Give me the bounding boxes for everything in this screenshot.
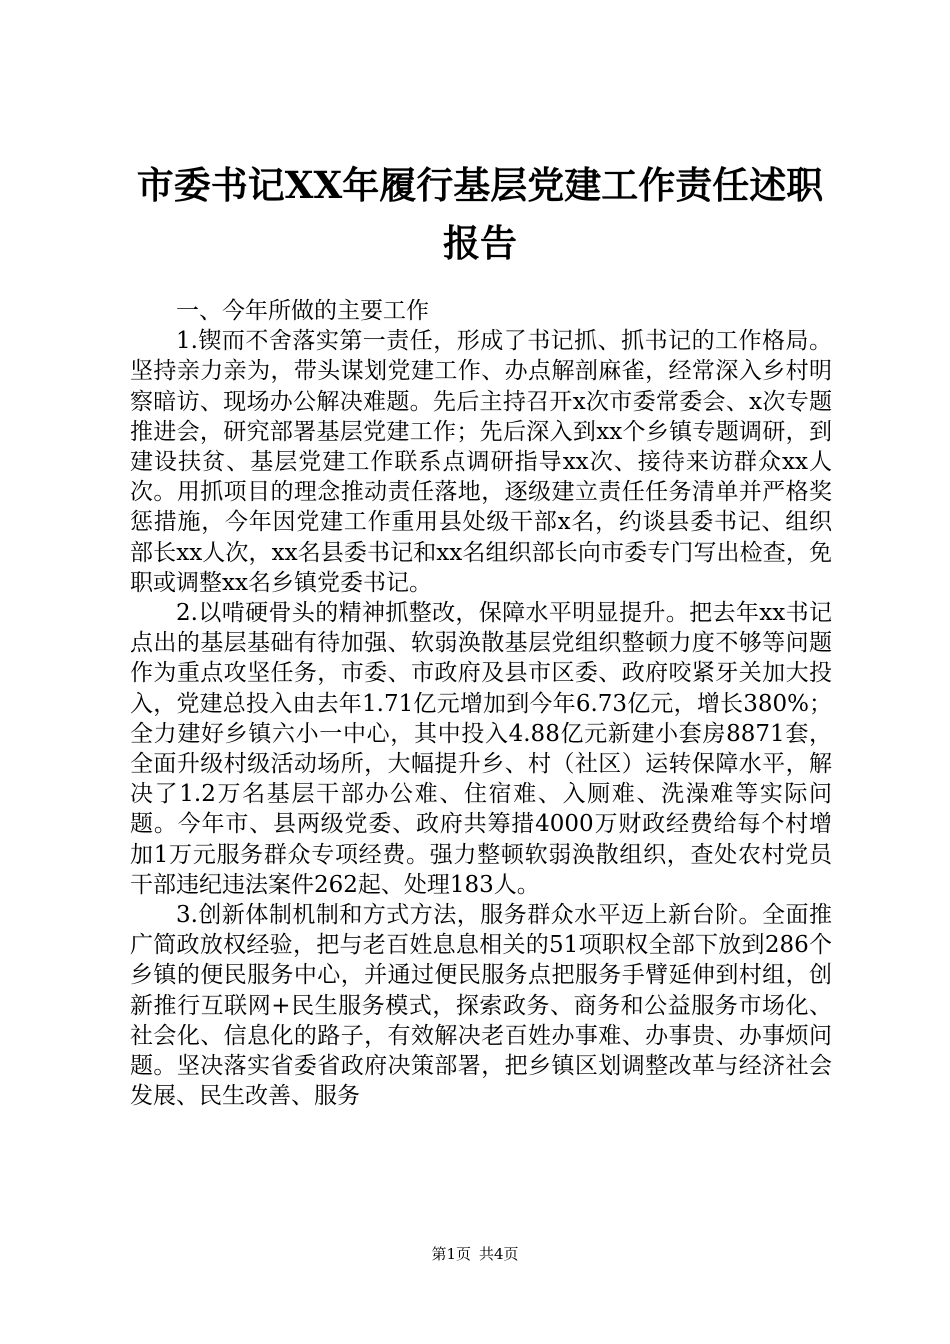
- page-total: 共4页: [479, 1245, 519, 1263]
- paragraph-2: 2.以啃硬骨头的精神抓整改，保障水平明显提升。把去年xx书记点出的基层基础有待加强、软弱涣散基层党组织整顿力度不够等问题作为重点攻坚任务，市委、市政府及县市区委、政府咬紧牙关加大投入，党建总投入由去年1.71亿元增加到今年6.73亿元，增长380%；全力建好乡镇六小一中心，其中投入4.88亿元新建小套房8871套，全面升级村级活动场所，大幅提升乡、村（社区）运转保障水平，解决了1.2万名基层干部办公难、住宿难、入厕难、洗澡难等实际问题。今年市、县两级党委、政府共筹措4000万财政经费给每个村增加1万元服务群众专项经费。强力整顿软弱涣散组织，查处农村党员干部违纪违法案件262起、处理183人。: [130, 600, 832, 898]
- section-heading: 一、今年所做的主要工作: [176, 298, 429, 324]
- page-number: 第1页: [431, 1245, 471, 1263]
- document-body: [130, 296, 832, 1111]
- page-footer: [0, 1244, 950, 1264]
- paragraph-3: 3.创新体制机制和方式方法，服务群众水平迈上新台阶。全面推广简政放权经验，把与老百姓息息相关的51项职权全部下放到286个乡镇的便民服务中心，并通过便民服务点把服务手臂延伸到村组，创新推行互联网+民生服务模式，探索政务、商务和公益服务市场化、社会化、信息化的路子，有效解决老百姓办事难、办事贵、办事烦问题。坚决落实省委省政府决策部署，把乡镇区划调整改革与经济社会发展、民生改善、服务: [130, 902, 832, 1110]
- paragraph-1: 1.锲而不舍落实第一责任，形成了书记抓、抓书记的工作格局。坚持亲力亲为，带头谋划党建工作、办点解剖麻雀，经常深入乡村明察暗访、现场办公解决难题。先后主持召开x次市委常委会、x次专题推进会，研究部署基层党建工作；先后深入到xx个乡镇专题调研，到建设扶贫、基层党建工作联系点调研指导xx次、接待来访群众xx人次。用抓项目的理念推动责任落地，逐级建立责任任务清单并严格奖惩措施，今年因党建工作重用县处级干部x名，约谈县委书记、组织部长xx人次，xx名县委书记和xx名组织部长向市委专门写出检查，免职或调整xx名乡镇党委书记。: [130, 328, 832, 596]
- document-title: 市委书记XX年履行基层党建工作责任述职报告: [136, 163, 824, 265]
